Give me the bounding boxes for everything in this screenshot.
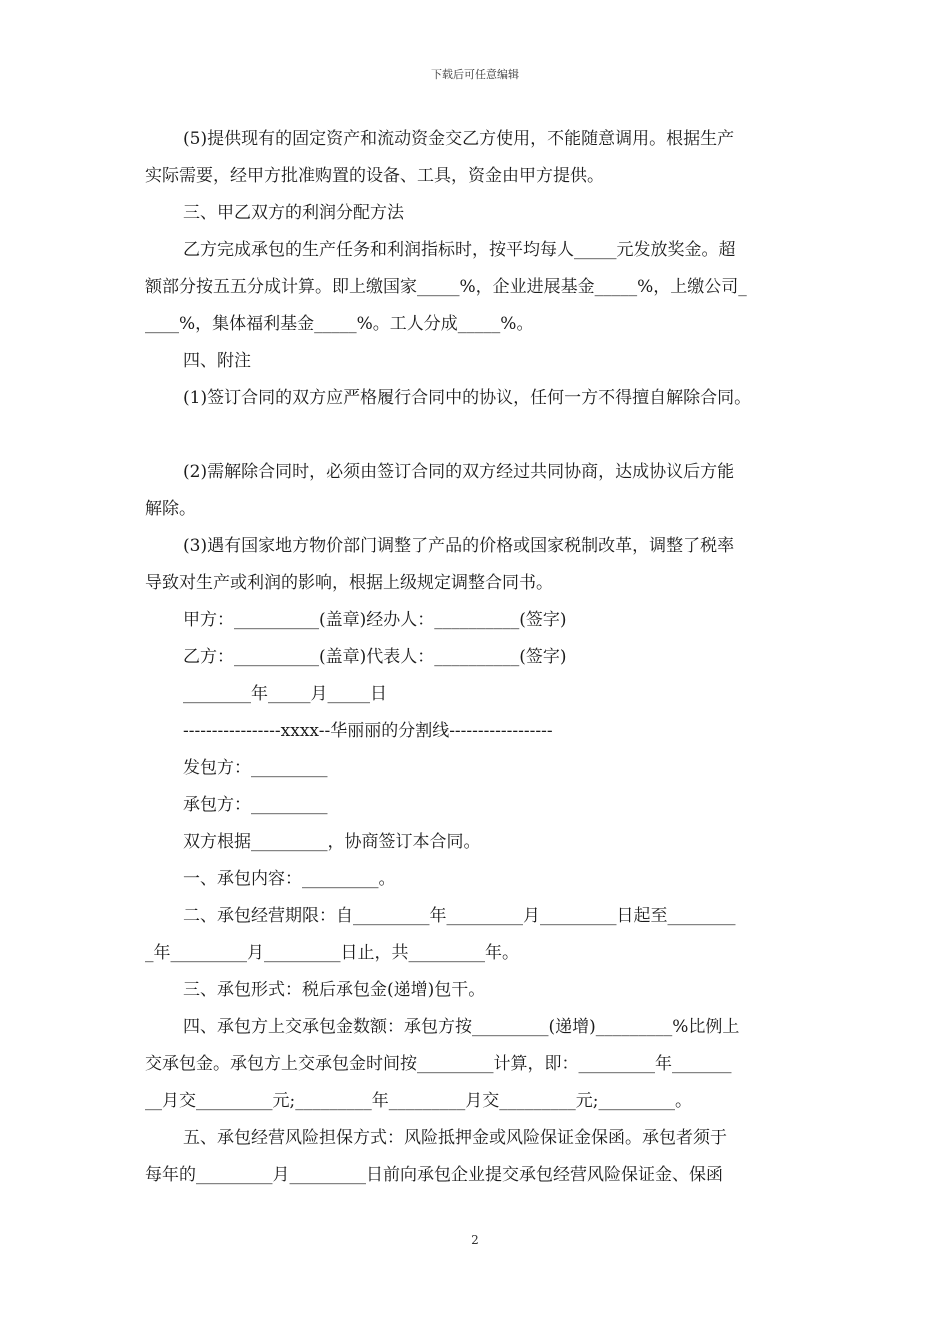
paragraph-line: 导致对生产或利润的影响，根据上级规定调整合同书。 <box>145 573 553 593</box>
paragraph-line: 承包方：_________ <box>183 795 328 815</box>
page-header: 下载后可任意编辑 <box>431 68 519 81</box>
signature-line-party-a: 甲方：__________(盖章)经办人：__________(签字) <box>183 610 567 630</box>
section-heading: 四、附注 <box>183 351 251 371</box>
signature-line-party-b: 乙方：__________(盖章)代表人：__________(签字) <box>183 647 567 667</box>
paragraph-line: (3)遇有国家地方物价部门调整了产品的价格或国家税制改革，调整了税率 <box>183 536 735 556</box>
paragraph-line: 额部分按五五分成计算。即上缴国家_____%，企业进展基金_____%，上缴公司_ <box>145 277 747 297</box>
paragraph-line: 乙方完成承包的生产任务和利润指标时，按平均每人_____元发放奖金。超 <box>183 240 736 260</box>
paragraph-line: 发包方：_________ <box>183 758 328 778</box>
divider-line: -----------------xxxx--华丽丽的分割线------------------ <box>183 721 553 741</box>
section-heading: 一、承包内容：_________。 <box>183 869 396 889</box>
section-heading: 三、承包形式：税后承包金(递增)包干。 <box>183 980 486 1000</box>
paragraph-line: 交承包金。承包方上交承包金时间按_________计算，即：_________年_______ <box>145 1054 732 1074</box>
paragraph-line: (2)需解除合同时，必须由签订合同的双方经过共同协商，达成协议后方能 <box>183 462 735 482</box>
blank-line <box>145 417 810 454</box>
page-number: 2 <box>471 1233 479 1247</box>
paragraph-line: 解除。 <box>145 499 196 519</box>
paragraph-line: (1)签订合同的双方应严格履行合同中的协议，任何一方不得擅自解除合同。 <box>183 388 752 408</box>
section-heading: 四、承包方上交承包金数额：承包方按_________(递增)_________%比例上 <box>183 1017 740 1037</box>
paragraph-line: 每年的_________月_________日前向承包企业提交承包经营风险保证金、保函 <box>145 1165 723 1185</box>
paragraph-line: _年_________月_________日止，共_________年。 <box>145 943 519 963</box>
paragraph-line: ____%，集体福利基金_____%。工人分成_____%。 <box>145 314 534 334</box>
date-line: ________年_____月_____日 <box>183 684 387 704</box>
section-heading: 三、甲乙双方的利润分配方法 <box>183 203 404 223</box>
paragraph-line: (5)提供现有的固定资产和流动资金交乙方使用，不能随意调用。根据生产 <box>183 129 735 149</box>
paragraph-line: 双方根据_________，协商签订本合同。 <box>183 832 481 852</box>
paragraph-line: __月交_________元;_________年_________月交_________元;_________。 <box>145 1091 692 1111</box>
section-heading: 五、承包经营风险担保方式：风险抵押金或风险保证金保函。承包者须于 <box>183 1128 727 1148</box>
section-heading: 二、承包经营期限：自_________年_________月_________日起至________ <box>183 906 736 926</box>
document-body <box>145 121 810 1194</box>
paragraph-line: 实际需要，经甲方批准购置的设备、工具，资金由甲方提供。 <box>145 166 604 186</box>
